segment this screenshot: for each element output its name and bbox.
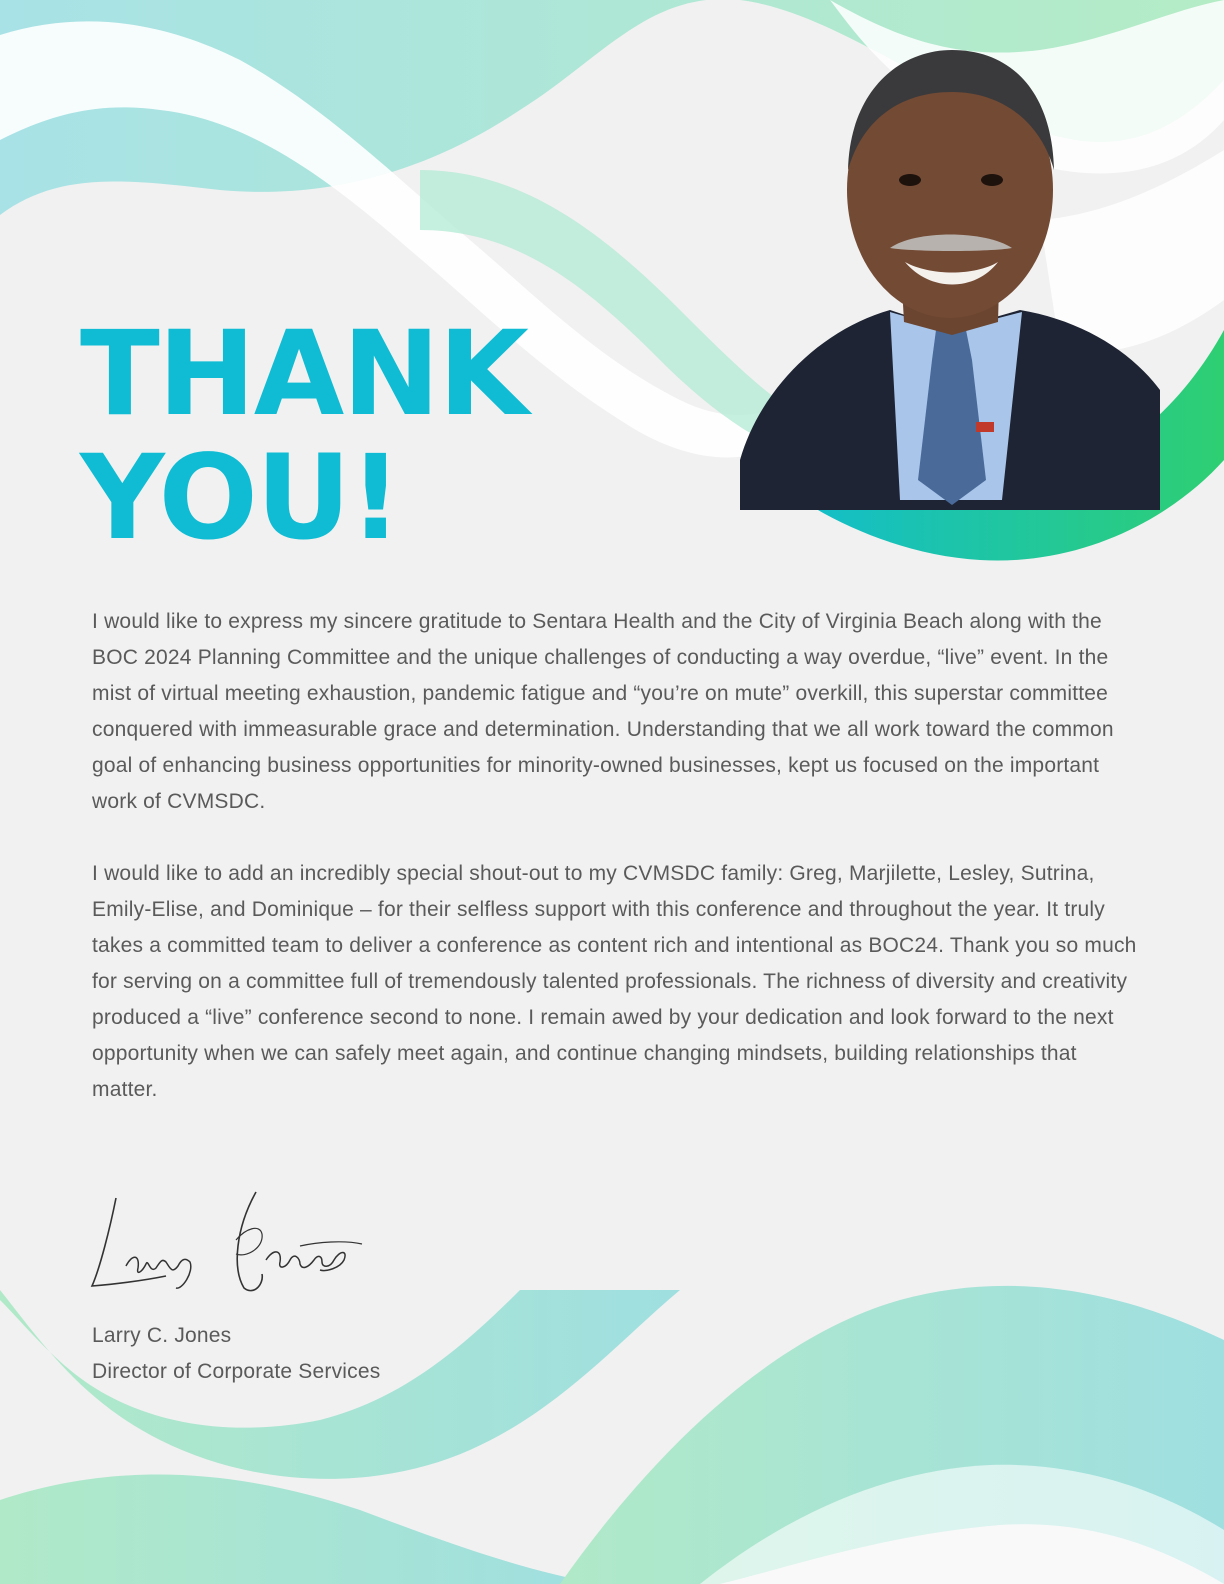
- title-line-1: THANK: [80, 305, 527, 442]
- letter-body: [92, 604, 1142, 1144]
- bottom-wave-band: [0, 1475, 600, 1584]
- director-portrait-photo: [740, 30, 1170, 510]
- portrait-eye-left: [899, 174, 921, 186]
- signer-title: Director of Corporate Services: [92, 1360, 381, 1383]
- letter-paragraph-1: I would like to express my sincere gratitude to Sentara Health and the City of Virginia Beach along with the BOC 2024 Planning Committee and the unique challenges of conducting a way overdue, “live” event. In the mist of virtual meeting exhaustion, pandemic fatigue and “you’re on mute” overkill, this superstar committee conquered with immeasurable grace and determination. Understanding that we all work toward the common goal of enhancing business opportunities for minority-owned businesses, kept us focused on the important work of CVMSDC.: [92, 610, 1114, 813]
- page-title: [80, 305, 640, 566]
- portrait-eye-right: [981, 174, 1003, 186]
- handwritten-signature: [86, 1188, 366, 1298]
- portrait-lapel-pin: [976, 422, 994, 432]
- title-line-2: YOU!: [80, 429, 401, 566]
- letter-paragraph-2: I would like to add an incredibly special shout-out to my CVMSDC family: Greg, Marjilette, Lesley, Sutrina, Emily-Elise, and Dominique – for their selfless support with this conference and throughout the year. It truly takes a committed team to deliver a conference as content rich and intentional as BOC24. Thank you so much for serving on a committee full of tremendously talented professionals. The richness of diversity and creativity produced a “live” conference second to none. I remain awed by your dedication and look forward to the next opportunity when we can safely meet again, and continue changing mindsets, building relationships that matter.: [92, 862, 1137, 1101]
- signer-name: Larry C. Jones: [92, 1324, 232, 1347]
